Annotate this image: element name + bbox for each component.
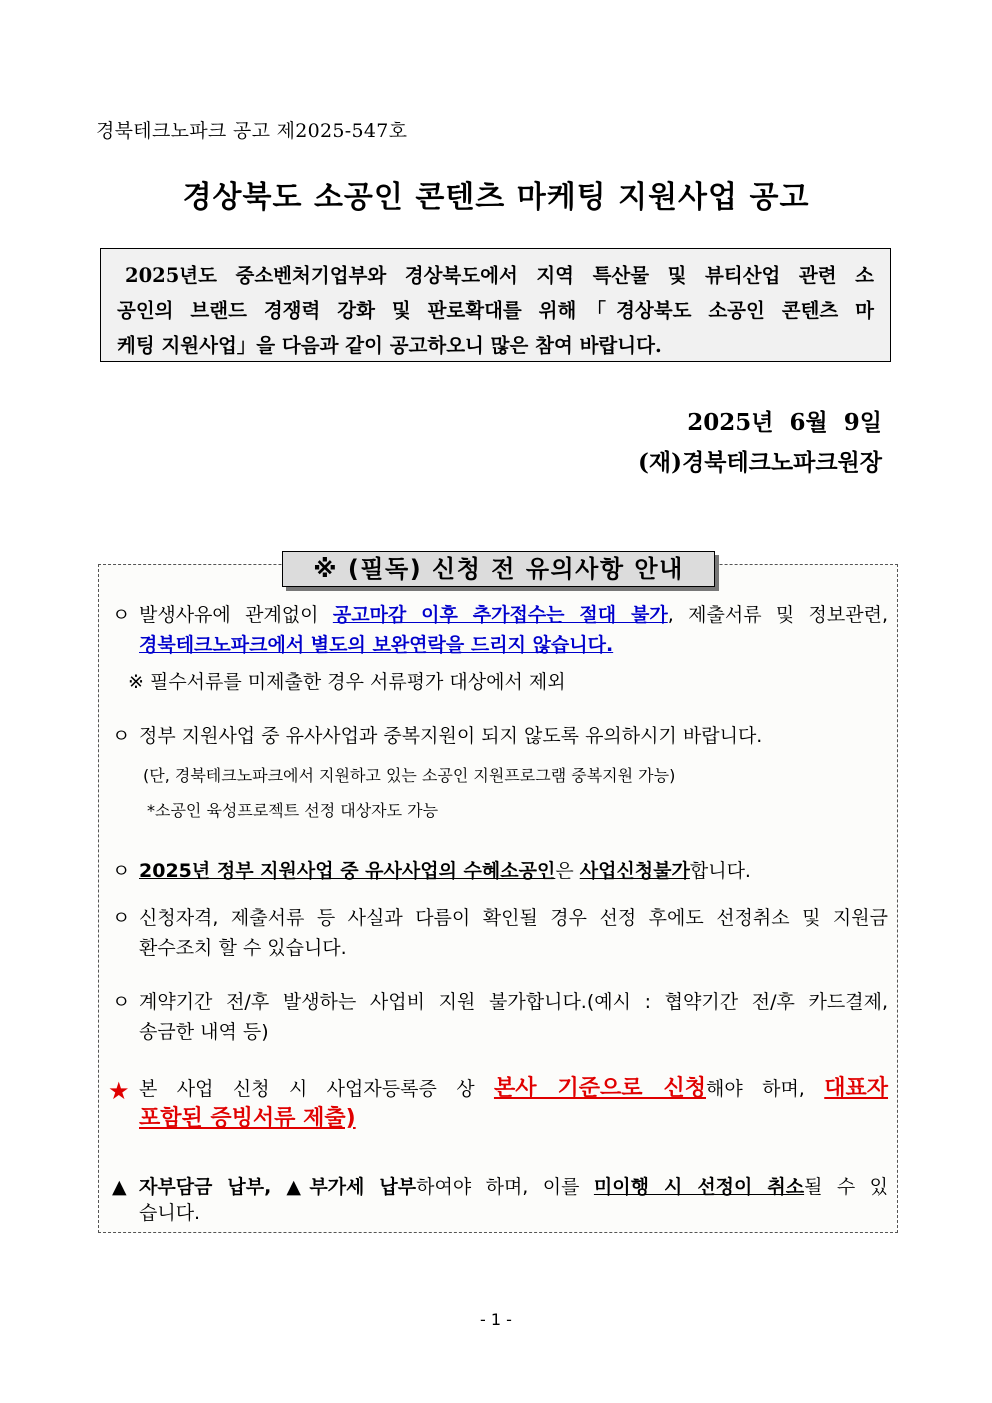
item7-line-1 — [139, 1174, 888, 1200]
item3-text-a: 은 — [555, 860, 580, 882]
item5-line-2: 송금한 내역 등) — [139, 1021, 269, 1043]
caution-item-1 — [112, 600, 888, 660]
item1-line-2 — [139, 630, 888, 660]
item1-text-a: 발생사유에 관계없이 — [139, 604, 333, 626]
page-number: - 1 - — [480, 1310, 512, 1329]
item6-text-a: 본 사업 신청 시 사업자등록증 상 — [139, 1078, 494, 1100]
item3-emph-a: 2025년 정부 지원사업 중 유사사업의 수혜소공인 — [139, 860, 556, 882]
item1-emph-a: 공고마감 이후 추가접수는 절대 불가 — [332, 604, 668, 626]
item3-emph-b: 사업신청불가 — [579, 860, 690, 882]
item6-emph-b: 대표자 — [824, 1076, 889, 1101]
notice-number: 경북테크노파크 공고 제2025-547호 — [96, 120, 408, 142]
caution-item-4 — [112, 903, 888, 963]
item5-line-1: 계약기간 전/후 발생하는 사업비 지원 불가합니다.(예시 : 협약기간 전/후 카드결제, — [139, 991, 888, 1013]
item3-text-b: 합니다. — [689, 860, 751, 882]
item2-text: 정부 지원사업 중 유사사업과 중복지원이 되지 않도록 유의하시기 바랍니다. — [139, 725, 763, 747]
item7-emph-a: 자부담금 납부, ▲부가세 납부 — [139, 1176, 417, 1198]
item4-line-1: 신청자격, 제출서류 등 사실과 다름이 확인될 경우 선정 후에도 선정취소 및 지원금 — [139, 907, 888, 929]
item6-line-2 — [139, 1104, 888, 1134]
item7-line-2: 습니다. — [139, 1202, 201, 1224]
item1-emph-b: 경북테크노파크에서 별도의 보완연락을 드리지 않습니다. — [139, 634, 614, 656]
triangle-icon: ▲ — [112, 1176, 127, 1198]
issuer-name: (재)경북테크노파크원장 — [638, 449, 882, 476]
caution-item-2 — [112, 721, 888, 751]
notice-date: 2025년 6월 9일 — [687, 409, 882, 436]
bullet-icon: ㅇ — [112, 860, 131, 882]
item4-line-2: 환수조치 할 수 있습니다. — [139, 937, 347, 959]
caution-item-6 — [108, 1074, 889, 1134]
item7-text-a: 하여야 하며, 이를 — [416, 1176, 594, 1198]
bullet-icon: ㅇ — [112, 907, 131, 929]
item1-line-1 — [139, 600, 888, 630]
bullet-icon: ㅇ — [112, 604, 131, 626]
caution-item-3 — [112, 856, 888, 886]
item7-text-b: 될 수 있 — [804, 1176, 889, 1198]
item1-note: ※ 필수서류를 미제출한 경우 서류평가 대상에서 제외 — [128, 671, 566, 693]
item1-text-b: , 제출서류 및 정보관련, — [667, 604, 889, 626]
item7-emph-b: 미이행 시 선정이 취소 — [593, 1176, 805, 1198]
intro-line-2: 공인의 브랜드 경쟁력 강화 및 판로확대를 위해「경상북도 소공인 콘텐츠 마 — [117, 299, 874, 322]
intro-line-3: 케팅 지원사업」을 다음과 같이 공고하오니 많은 참여 바랍니다. — [117, 334, 662, 357]
caution-item-5 — [112, 987, 888, 1047]
item6-emph-a: 본사 기준으로 신청 — [493, 1076, 706, 1101]
page-title: 경상북도 소공인 콘텐츠 마케팅 지원사업 공고 — [182, 180, 810, 215]
caution-item-7 — [112, 1174, 888, 1226]
star-icon: ★ — [108, 1077, 130, 1105]
item6-text-b: 해야 하며, — [706, 1078, 825, 1100]
intro-line-1: 2025년도 중소벤처기업부와 경상북도에서 지역 특산물 및 뷰티산업 관련 소 — [125, 264, 874, 287]
intro-box — [100, 248, 891, 362]
bullet-icon: ㅇ — [112, 725, 131, 747]
caution-title: ※ (필독) 신청 전 유의사항 안내 — [282, 551, 715, 587]
item6-emph-c: 포함된 증빙서류 제출) — [139, 1106, 356, 1131]
bullet-icon: ㅇ — [112, 991, 131, 1013]
item2-sub-1: (단, 경북테크노파크에서 지원하고 있는 소공인 지원프로그램 중복지원 가능) — [143, 766, 676, 785]
item2-sub-2: *소공인 육성프로젝트 선정 대상자도 가능 — [147, 801, 439, 820]
item6-line-1 — [139, 1074, 888, 1104]
